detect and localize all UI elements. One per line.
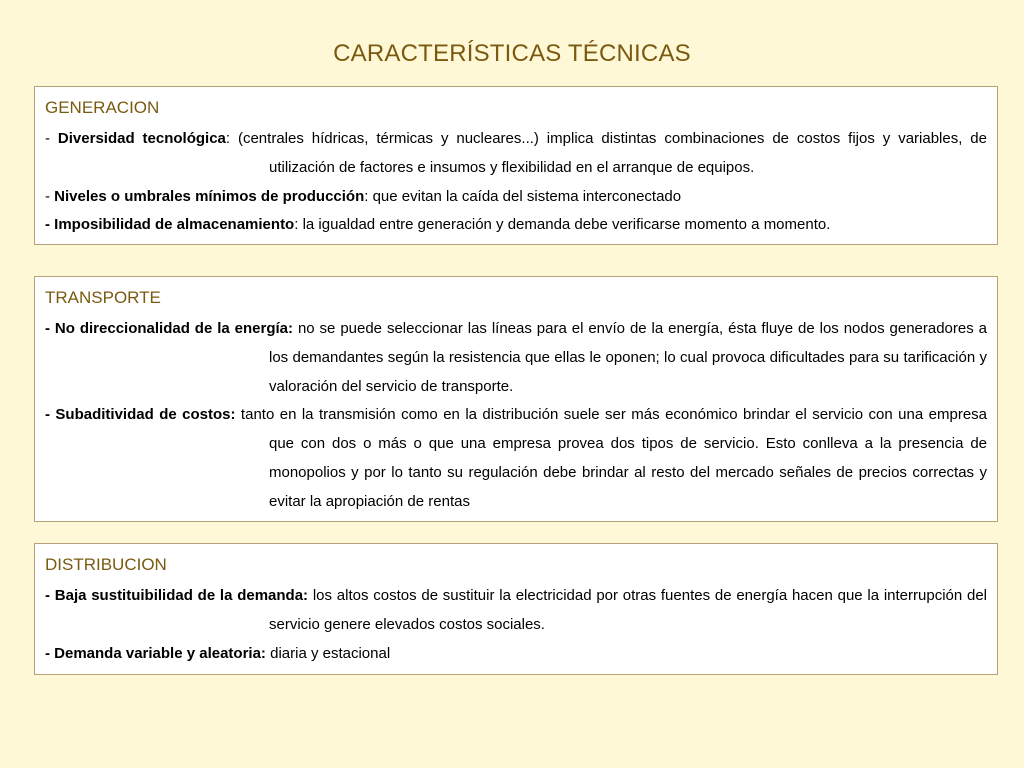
item-text: no se puede seleccionar las líneas para el envío de la energía, ésta fluye de los nodos generadores a los demandantes según la resistencia que ellas le oponen; lo cual provoca dificultades para su tarificación y valoración del servicio de transporte. [269, 320, 987, 395]
section-distribucion [34, 543, 998, 675]
item-term: Diversidad tecnológica [57, 130, 226, 147]
list-item [45, 640, 987, 669]
item-text: diaria y estacional [265, 644, 391, 662]
section-heading: TRANSPORTE [45, 288, 161, 307]
section-transporte [34, 276, 998, 522]
item-text: : (centrales hídricas, térmicas y nucleares...) implica distintas combinaciones de costos fijos y variables, de utilización de factores e insumos y flexibilidad en el arranque de equipos. [225, 130, 987, 176]
item-text: : la igualdad entre generación y demanda debe verificarse momento a momento. [294, 216, 831, 234]
list-item [45, 401, 987, 516]
item-text: : que evitan la caída del sistema interconectado [364, 187, 682, 205]
section-heading: GENERACION [45, 98, 160, 117]
list-item [45, 211, 987, 240]
item-term: - Imposibilidad de almacenamiento [45, 216, 295, 234]
item-term: - Subaditividad de costos: [45, 406, 236, 424]
item-term: - No direccionalidad de la energía: [45, 320, 294, 337]
item-term: - Baja sustituibilidad de la demanda: [45, 587, 309, 604]
item-term: - Demanda variable y aleatoria: [45, 644, 266, 662]
item-text: tanto en la transmisión como en la distribución suele ser más económico brindar el servicio con una empresa que con dos o más o que una empresa provea dos tipos de servicio. Esto conlleva a la presencia de monopolios y por lo tanto su regulación debe brindar al resto del mercado señales de precios correctas y evitar la apropiación de rentas [235, 406, 988, 510]
item-term: Niveles o umbrales mínimos de producción [54, 187, 365, 205]
section-generacion [34, 86, 998, 245]
page-title: CARACTERÍSTICAS TÉCNICAS [333, 40, 691, 67]
list-item: - Diversidad tecnológica: (centrales hídricas, térmicas y nucleares...) implica distintas combinaciones de costos fijos y variables, de utilización de factores e insumos y flexibilidad en el arranque de equipos. [45, 130, 987, 176]
section-heading: DISTRIBUCION [45, 555, 167, 574]
list-item: - Niveles o umbrales mínimos de producción: que evitan la caída del sistema interconectado [45, 187, 682, 205]
list-item [45, 582, 987, 640]
item-text: los altos costos de sustituir la electricidad por otras fuentes de energía hacen que la interrupción del servicio genere elevados costos sociales. [269, 587, 988, 633]
list-item [45, 315, 987, 401]
